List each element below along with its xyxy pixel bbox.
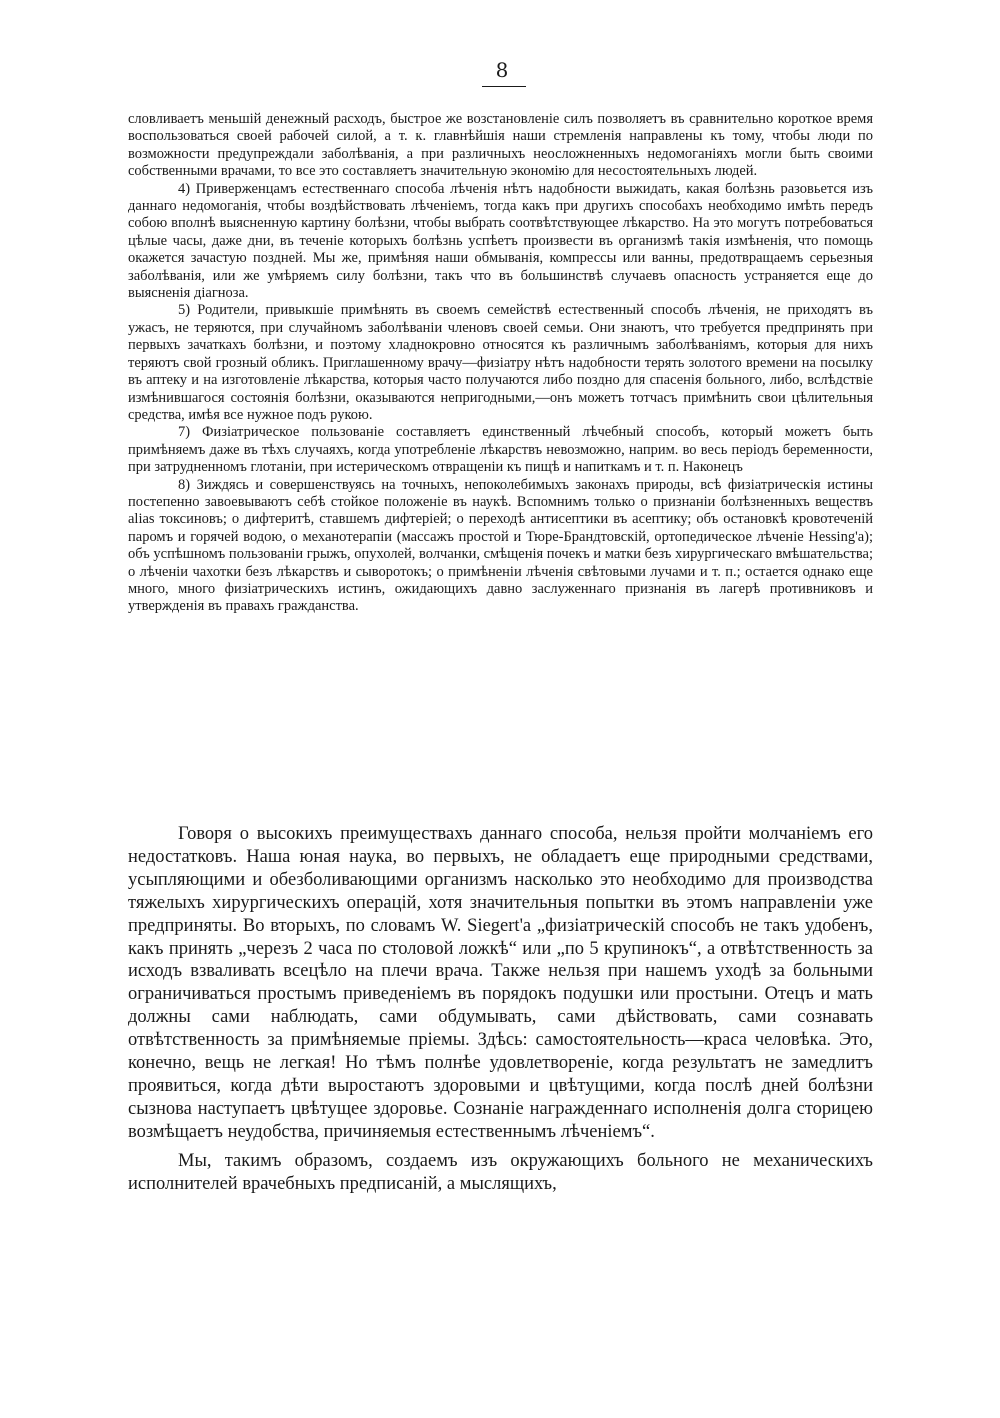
numbered-points-section — [128, 111, 873, 616]
paragraph-point-4: 4) Приверженцамъ естественнаго способа лѣченія нѣтъ надобности выжидать, какая болѣзнь разовьется изъ даннаго недомоганія, чтобы воздѣйствовать лѣченіемъ, тогда какъ при другихъ способахъ необходимо имѣть передъ собою вполнѣ выясненную картину болѣзни, чтобы выбрать соотвѣтствующее лѣкарство. На это могутъ потребоваться цѣлые часы, даже дни, въ теченіе которыхъ болѣзнь успѣетъ произвести въ организмѣ такія измѣненія, что помощь окажется зачастую поздней. Мы же, примѣняя наши обмыванія, компрессы или ванны, предотвращаемъ серьезныя заболѣванія, или же умѣряемъ силу болѣзни, такъ что въ большинствѣ случаевъ опасность устраняется еще до выясненія діагноза. — [128, 180, 873, 302]
page-number: 8 — [495, 58, 509, 82]
paragraph-conclusion: Мы, такимъ образомъ, создаемъ изъ окружающихъ больного не механическихъ исполнителей врачебныхъ предписаній, а мыслящихъ, — [128, 1150, 873, 1194]
paragraph-point-7: 7) Физіатрическое пользованіе составляетъ единственный лѣчебный способъ, который можетъ быть примѣняемъ даже въ тѣхъ случаяхъ, когда употребленіе лѣкарствъ невозможно, наприм. во весь періодъ беременности, при затрудненномъ глотаніи, при истерическомъ отвращеніи къ пищѣ и напиткамъ и т. п. Наконецъ — [128, 424, 873, 476]
paragraph-continuation: словливаетъ меньшій денежный расходъ, быстрое же возстановленіе силъ позволяетъ въ сравнительно короткое время воспользоваться своей рабочей силой, а т. к. главнѣйшія наши стремленія направлены къ тому, чтобы люди по возможности предупреждали заболѣванія, а при различныхъ неосложненныхъ недомоганіяхъ могли быть своими собственными врачами, то все это составляетъ значительную экономію для несостоятельныхъ людей. — [128, 111, 873, 180]
main-text-section — [128, 823, 873, 1202]
paragraph-point-8: 8) Зиждясь и совершенствуясь на точныхъ, непоколебимыхъ законахъ природы, всѣ физіатрическія истины постепенно завоевываютъ себѣ стойкое положеніе въ наукѣ. Вспомнимъ только о признаніи болѣзненныхъ веществъ alias токсиновъ; о дифтеритѣ, ставшемъ дифтеріей; о переходѣ антисептики въ асептику; объ остановкѣ кровотеченій паромъ и горячей водою, о механотерапіи (массажъ простой и Тюре-Брандтовскій, ортопедическое лѣченіе Hessing'а); объ успѣшномъ пользованіи грыжъ, опухолей, волчанки, смѣщенія почекъ и матки безъ хирургическаго вмѣшательства; о лѣченіи чахотки безъ лѣкарствъ и сыворотокъ; о примѣненіи лѣченія свѣтовыми лучами и т. п.; остается однако еще много, много физіатрическихъ истинъ, ожидающихъ давно заслуженнаго признанія въ лагерѣ противниковъ и утвержденія въ правахъ гражданства. — [128, 476, 873, 615]
page-number-rule — [482, 86, 526, 87]
paragraph-point-5: 5) Родители, привыкшіе примѣнять въ своемъ семействѣ естественный способъ лѣченія, не приходятъ въ ужасъ, не теряются, при случайномъ заболѣваніи членовъ своей семьи. Они знаютъ, что требуется предпринять при первыхъ зачаткахъ болѣзни, и поэтому хладнокровно относятся къ различнымъ заболѣваніямъ, которыя для нихъ теряютъ свой грозный обликъ. Приглашенному врачу—физіатру нѣтъ надобности терять золотого времени на посылку въ аптеку и на изготовленіе лѣкарства, которыя часто получаются либо поздно для спасенія больного, либо, вслѣдствіе измѣнившагося состоянія болѣзни, оказываются непригодными,—онъ можетъ тотчасъ примѣнить свои цѣлительныя средства, имѣя все нужное подъ рукою. — [128, 302, 873, 423]
paragraph-shortcomings: Говоря о высокихъ преимуществахъ даннаго способа, нельзя пройти молчаніемъ его недостатковъ. Наша юная наука, во первыхъ, не обладаетъ еще природными средствами, усыпляющими и обезболивающими организмъ насколько это необходимо для производства тяжелыхъ хирургическихъ операцій, хотя значительныя попытки въ этомъ направленіи уже предприняты. Во вторыхъ, по словамъ W. Siegert'а „физіатрическій способъ не такъ удобенъ, какъ принять „черезъ 2 часа по столовой ложкѣ“ или „по 5 крупинокъ“, а отвѣтственность за исходъ взваливать всецѣло на плечи врача. Также нельзя при нашемъ уходѣ за больными ограничиваться простымъ приведеніемъ въ порядокъ подушки или простыни. Отецъ и мать должны сами наблюдать, сами обдумывать, сами дѣйствовать, сами сознавать отвѣтственность за примѣняемые пріемы. Здѣсь: самостоятельность—краса человѣка. Это, конечно, вещь не легкая! Но тѣмъ полнѣе удовлетвореніе, когда результатъ не замедлитъ проявиться, когда дѣти выростаютъ здоровыми и цвѣтущими, когда послѣ дней болѣзни сызнова наступаетъ цвѣтущее здоровье. Сознаніе награжденнаго исполненія долга сторицею возмѣщаетъ неудобства, причиняемыя естественнымъ лѣченіемъ“. — [128, 824, 873, 1142]
